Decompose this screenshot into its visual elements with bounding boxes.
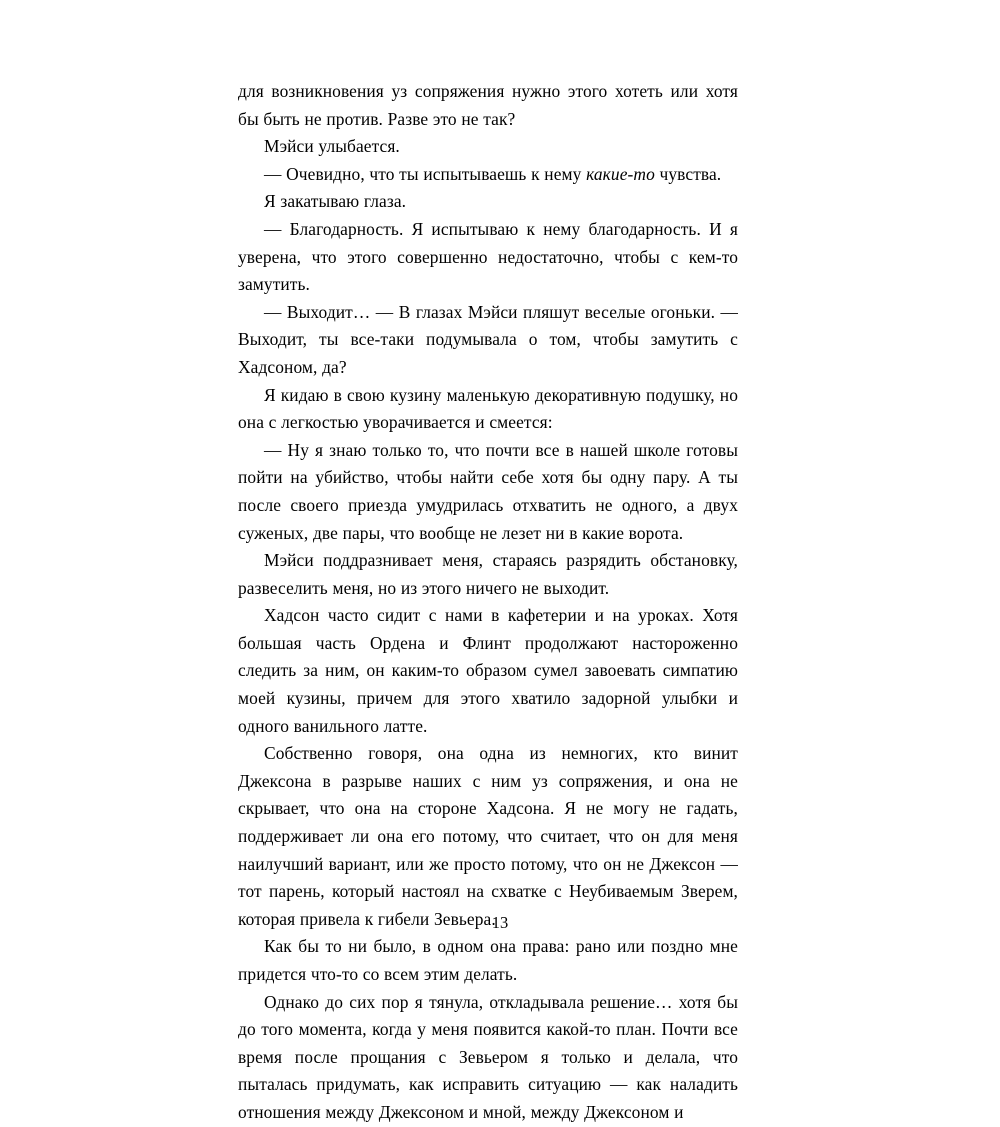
italic-phrase: какие-то [586, 163, 655, 184]
paragraph: Собственно говоря, она одна из немногих, кто винит Джексона в разрыве наших с ним уз сопряжения, и она не скрывает, что она на стороне Хадсона. Я не могу не гадать, поддерживает ли она его потому, что считает, что он для меня наилучший вариант, или же просто потому, что он не Джексон — тот парень, который настоял на схватке с Неубиваемым Зверем, которая привела к гибели Зевьера. [238, 743, 738, 929]
paragraph: Я кидаю в свою кузину маленькую декоративную подушку, но она с легкостью уворачивается и смеется: [238, 384, 738, 433]
paragraph: — Выходит… — В глазах Мэйси пляшут веселые огоньки. — Выходит, ты все-таки подумывала о том, чтобы замутить с Хадсоном, да? [238, 301, 738, 377]
paragraph: Я закатываю глаза. [264, 191, 407, 212]
paragraph: Хадсон часто сидит с нами в кафетерии и на уроках. Хотя большая часть Ордена и Флинт продолжают настороженно следить за ним, он каким-то образом сумел завоевать симпатию моей кузины, причем для этого хватило задорной улыбки и одного ванильного латте. [238, 605, 738, 736]
paragraph-with-italic [238, 161, 738, 189]
paragraph-text-before-italic: — Очевидно, что ты испытываешь к нему [264, 163, 587, 184]
paragraph: Мэйси поддразнивает меня, стараясь разрядить обстановку, развеселить меня, но из этого ничего не выходит. [238, 550, 738, 598]
paragraph-text-after-italic: чувства. [654, 163, 722, 184]
page-text-block [238, 78, 738, 1127]
paragraph: Мэйси улыбается. [264, 136, 400, 157]
paragraph: — Ну я знаю только то, что почти все в нашей школе готовы пойти на убийство, чтобы найти себе хотя бы одну пару. А ты после своего приезда умудрилась отхватить не одного, а двух суженых, две пары, что вообще не лезет ни в какие ворота. [238, 439, 738, 543]
paragraph: — Благодарность. Я испытываю к нему благодарность. И я уверена, что этого совершенно недостаточно, чтобы с кем-то замутить. [238, 218, 738, 295]
paragraph: Как бы то ни было, в одном она права: рано или поздно мне придется что-то со всем этим делать. [238, 936, 738, 984]
paragraph: Однако до сих пор я тянула, откладывала решение… хотя бы до того момента, когда у меня появится какой-то план. Почти все время после прощания с Зевьером я только и делала, что пыталась придумать, как исправить ситуацию — как наладить отношения между Джексоном и мной, между Джексоном и [238, 991, 738, 1122]
page-number: 13 [491, 913, 509, 932]
paragraph: для возникновения уз сопряжения нужно этого хотеть или хотя бы быть не против. Разве это не так? [238, 81, 738, 129]
